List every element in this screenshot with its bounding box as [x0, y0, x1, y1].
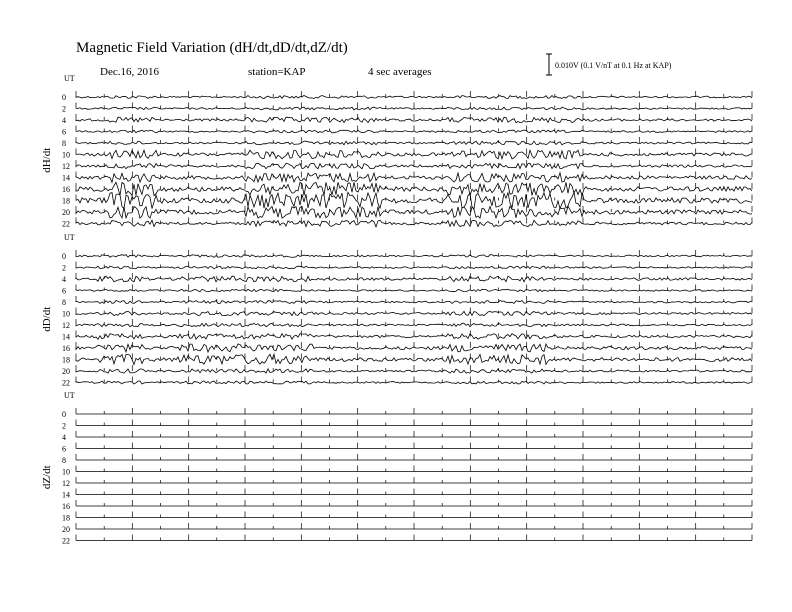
row-tick-label: 16 [62, 344, 70, 353]
row-tick-label: 22 [62, 536, 70, 546]
row-tick-label: 14 [62, 332, 70, 342]
row-tick-label: 2 [62, 263, 66, 273]
row-tick-label: 6 [62, 127, 66, 137]
row-tick-label: 0 [62, 93, 66, 102]
row-tick-marks [76, 420, 752, 426]
row-tick-label: 10 [62, 150, 70, 160]
row-tick-label: 14 [62, 173, 70, 183]
row-tick-label: 12 [62, 321, 70, 330]
row-tick-marks [76, 466, 752, 472]
row-tick-label: 18 [62, 355, 70, 365]
row-tick-label: 12 [62, 479, 70, 488]
row-tick-marks [76, 535, 752, 541]
row-tick-label: 20 [62, 367, 70, 376]
row-tick-label: 8 [62, 139, 66, 148]
row-tick-label: 20 [62, 525, 70, 534]
row-tick-marks [76, 103, 752, 109]
row-tick-label: 6 [62, 286, 66, 296]
row-tick-marks [76, 319, 752, 325]
row-tick-marks [76, 285, 752, 291]
station-label: station=KAP [248, 66, 306, 78]
ut-label: UT [64, 233, 75, 242]
ut-label: UT [64, 391, 75, 400]
row-tick-marks [76, 408, 752, 414]
row-tick-label: 12 [62, 162, 70, 171]
row-tick-label: 2 [62, 421, 66, 431]
row-tick-label: 8 [62, 456, 66, 465]
row-tick-label: 4 [62, 116, 66, 125]
row-tick-marks [76, 296, 752, 302]
row-tick-marks [76, 250, 752, 256]
row-tick-marks [76, 477, 752, 483]
row-tick-label: 16 [62, 502, 70, 511]
row-tick-label: 4 [62, 275, 66, 284]
row-tick-label: 20 [62, 208, 70, 217]
row-tick-marks [76, 489, 752, 495]
row-tick-marks [76, 454, 752, 460]
row-tick-marks [76, 308, 752, 314]
row-tick-marks [76, 354, 752, 360]
row-tick-marks [76, 512, 752, 518]
row-tick-marks [76, 91, 752, 97]
row-tick-label: 14 [62, 490, 70, 500]
row-tick-label: 10 [62, 467, 70, 477]
row-tick-marks [76, 500, 752, 506]
row-tick-marks [76, 443, 752, 449]
row-tick-label: 6 [62, 444, 66, 454]
row-tick-marks [76, 431, 752, 437]
row-tick-label: 18 [62, 196, 70, 206]
row-tick-label: 4 [62, 433, 66, 442]
date-label: Dec.16, 2016 [100, 66, 159, 78]
row-tick-label: 18 [62, 513, 70, 523]
row-tick-label: 8 [62, 298, 66, 307]
row-tick-label: 0 [62, 252, 66, 261]
row-tick-label: 10 [62, 309, 70, 319]
row-tick-marks [76, 206, 752, 212]
averaging-label: 4 sec averages [368, 66, 432, 78]
chart-title: Magnetic Field Variation (dH/dt,dD/dt,dZ/dt) [76, 40, 348, 56]
row-tick-marks [76, 365, 752, 371]
row-tick-marks [76, 523, 752, 529]
ut-label: UT [64, 74, 75, 83]
panel-ylabel-1: dD/dt [41, 306, 53, 332]
panel-ylabel-2: dZ/dt [41, 465, 53, 490]
row-tick-label: 2 [62, 104, 66, 114]
row-tick-label: 0 [62, 410, 66, 419]
row-tick-label: 22 [62, 219, 70, 229]
panel-ylabel-0: dH/dt [41, 147, 53, 173]
row-tick-label: 16 [62, 185, 70, 194]
scale-label: 0.010V (0.1 V/nT at 0.1 Hz at KAP) [555, 61, 672, 70]
row-tick-label: 22 [62, 378, 70, 388]
